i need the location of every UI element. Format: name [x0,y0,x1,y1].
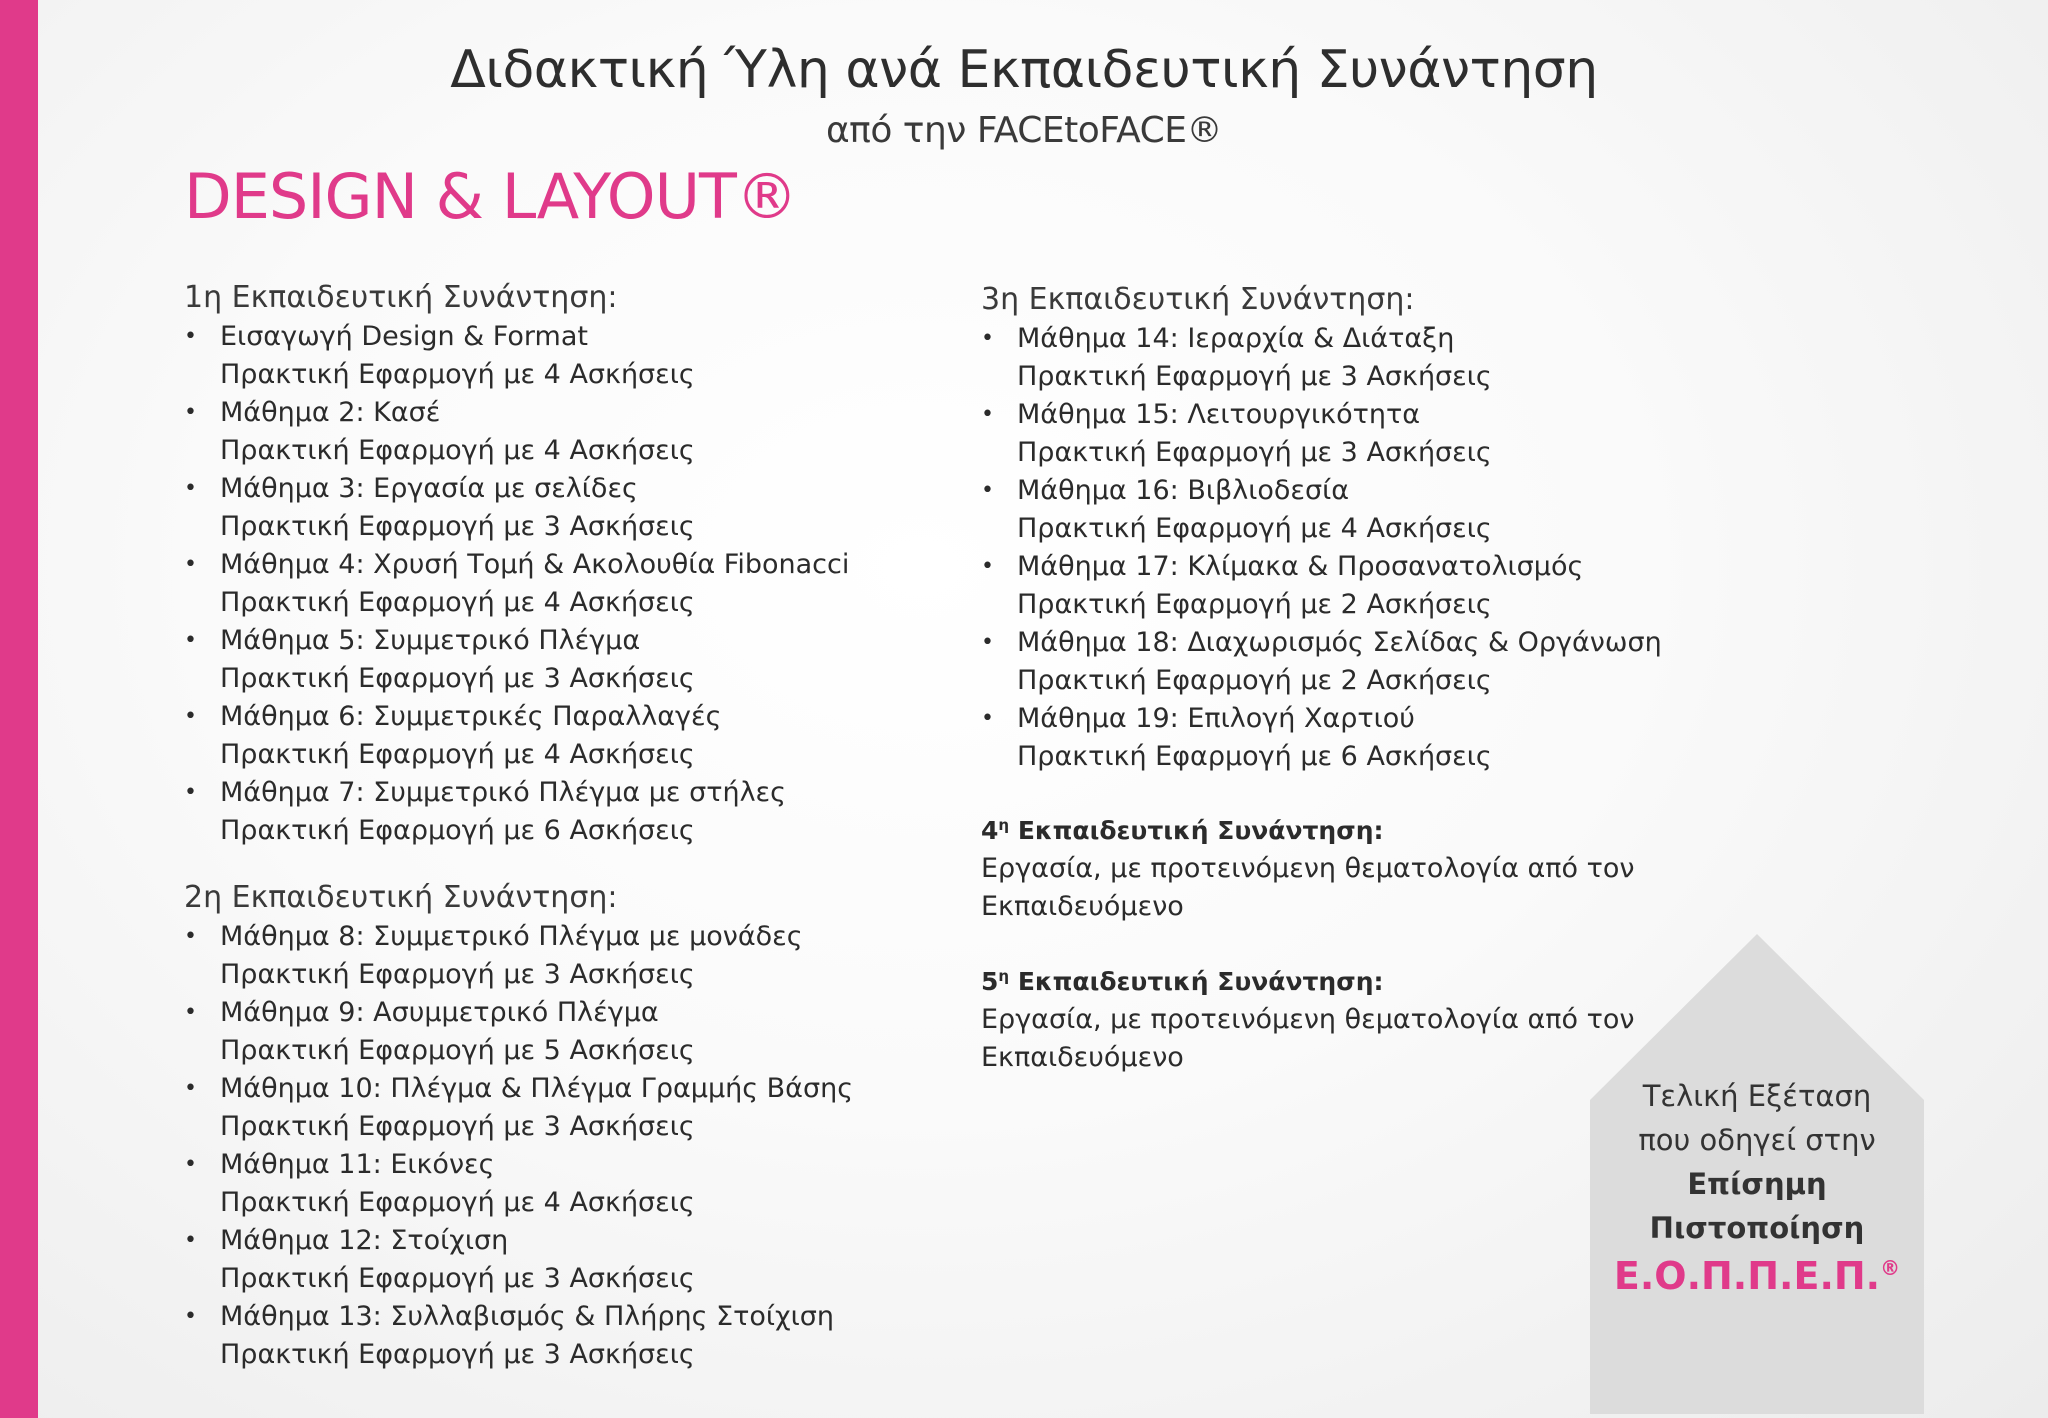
lesson-title: Μάθημα 5: Συμμετρικό Πλέγμα [220,625,641,656]
bullet-icon: • [981,706,994,731]
meeting-4-description-line2: Εκπαιδευόμενο [981,891,1184,922]
lesson-practice: Πρακτική Εφαρμογή με 3 Ασκήσεις [1017,437,1492,468]
lesson-title: Μάθημα 9: Ασυμμετρικό Πλέγμα [220,997,659,1028]
meeting-4-heading [981,812,1741,850]
bullet-icon: • [184,628,197,653]
meeting-5-description-line1: Εργασία, με προτεινόμενη θεματολογία από τον [981,1004,1635,1035]
lesson-title: Μάθημα 19: Επιλογή Χαρτιού [1017,703,1415,734]
meeting-4-number: 4 [981,816,999,845]
bullet-icon: • [184,324,197,349]
lesson-practice: Πρακτική Εφαρμογή με 4 Ασκήσεις [220,435,695,466]
bullet-icon: • [184,400,197,425]
bullet-icon: • [184,780,197,805]
lesson-title: Εισαγωγή Design & Format [220,321,588,352]
lesson-practice: Πρακτική Εφαρμογή με 6 Ασκήσεις [1017,741,1492,772]
lesson-title: Μάθημα 10: Πλέγμα & Πλέγμα Γραμμής Βάσης [220,1073,854,1104]
meeting-5-heading-text: Εκπαιδευτική Συνάντηση: [1017,967,1384,996]
list-item [184,1222,1004,1298]
lesson-practice: Πρακτική Εφαρμογή με 4 Ασκήσεις [1017,513,1492,544]
list-item [981,700,1741,776]
exam-line-1: Τελική Εξέταση [1642,1079,1872,1113]
lesson-practice: Πρακτική Εφαρμογή με 3 Ασκήσεις [220,1339,695,1370]
exam-line-2: που οδηγεί στην [1638,1123,1876,1157]
bullet-icon: • [184,552,197,577]
lesson-title: Μάθημα 17: Κλίμακα & Προσανατολισμός [1017,551,1584,582]
list-item [184,774,1004,850]
meeting-1-heading: 1η Εκπαιδευτική Συνάντηση: [184,280,618,315]
meeting-5-ordinal: η [998,967,1010,985]
list-item [184,698,1004,774]
certification-body [1590,1250,1924,1302]
lesson-practice: Πρακτική Εφαρμογή με 2 Ασκήσεις [1017,589,1492,620]
list-item [184,994,1004,1070]
exam-line-4: Πιστοποίηση [1649,1211,1865,1245]
lesson-title: Μάθημα 18: Διαχωρισμός Σελίδας & Οργάνωση [1017,627,1662,658]
lesson-title: Μάθημα 14: Ιεραρχία & Διάταξη [1017,323,1455,354]
meeting-4-heading-text: Εκπαιδευτική Συνάντηση: [1017,816,1384,845]
lesson-practice: Πρακτική Εφαρμογή με 3 Ασκήσεις [220,1111,695,1142]
meeting-4-ordinal: η [998,816,1010,834]
list-item [184,918,1004,994]
bullet-icon: • [981,630,994,655]
list-item [184,318,1004,394]
page-title: Διδακτική Ύλη ανά Εκπαιδευτική Συνάντηση [450,40,1598,100]
meeting-5-description-line2: Εκπαιδευόμενο [981,1042,1184,1073]
lesson-practice: Πρακτική Εφαρμογή με 3 Ασκήσεις [220,511,695,542]
bullet-icon: • [184,1076,197,1101]
pink-side-bar [0,0,38,1418]
list-item [184,1070,1004,1146]
lesson-practice: Πρακτική Εφαρμογή με 2 Ασκήσεις [1017,665,1492,696]
lesson-title: Μάθημα 7: Συμμετρικό Πλέγμα με στήλες [220,777,786,808]
course-brand-title: DESIGN & LAYOUT® [184,160,797,233]
list-item [981,320,1741,396]
bullet-icon: • [981,554,994,579]
bullet-icon: • [184,476,197,501]
lesson-practice: Πρακτική Εφαρμογή με 3 Ασκήσεις [220,1263,695,1294]
list-item [184,546,1004,622]
exam-line-3: Επίσημη [1687,1167,1827,1201]
certification-body-name: Ε.Ο.Π.Π.Ε.Π. [1613,1254,1881,1298]
bullet-icon: • [981,326,994,351]
meeting-2-heading: 2η Εκπαιδευτική Συνάντηση: [184,880,618,915]
list-item [981,472,1741,548]
bullet-icon: • [981,478,994,503]
bullet-icon: • [184,1152,197,1177]
meeting-2-lesson-list [184,918,1004,1374]
lesson-practice: Πρακτική Εφαρμογή με 4 Ασκήσεις [220,359,695,390]
lesson-title: Μάθημα 12: Στοίχιση [220,1225,509,1256]
lesson-title: Μάθημα 6: Συμμετρικές Παραλλαγές [220,701,722,732]
lesson-practice: Πρακτική Εφαρμογή με 6 Ασκήσεις [220,815,695,846]
lesson-title: Μάθημα 4: Χρυσή Τομή & Ακολουθία Fibonacci [220,549,850,580]
list-item [184,470,1004,546]
list-item [184,1146,1004,1222]
bullet-icon: • [184,1000,197,1025]
lesson-practice: Πρακτική Εφαρμογή με 3 Ασκήσεις [220,959,695,990]
final-exam-badge [1590,934,1924,1414]
list-item [184,1298,1004,1374]
lesson-practice: Πρακτική Εφαρμογή με 4 Ασκήσεις [220,587,695,618]
lesson-title: Μάθημα 3: Εργασία με σελίδες [220,473,638,504]
meeting-3-lesson-list [981,320,1741,776]
list-item [981,624,1741,700]
lesson-practice: Πρακτική Εφαρμογή με 3 Ασκήσεις [1017,361,1492,392]
bullet-icon: • [981,402,994,427]
meeting-5-number: 5 [981,967,999,996]
bullet-icon: • [184,1228,197,1253]
lesson-title: Μάθημα 11: Εικόνες [220,1149,495,1180]
list-item [184,622,1004,698]
bullet-icon: • [184,1304,197,1329]
lesson-title: Μάθημα 2: Κασέ [220,397,441,428]
lesson-title: Μάθημα 16: Βιβλιοδεσία [1017,475,1350,506]
list-item [981,396,1741,472]
list-item [981,548,1741,624]
lesson-title: Μάθημα 13: Συλλαβισμός & Πλήρης Στοίχιση [220,1301,834,1332]
meeting-1-lesson-list [184,318,1004,850]
lesson-practice: Πρακτική Εφαρμογή με 4 Ασκήσεις [220,739,695,770]
section-spacer [981,776,1741,812]
left-column [184,278,1004,1374]
bullet-icon: • [184,704,197,729]
meeting-4-description-line1: Εργασία, με προτεινόμενη θεματολογία από τον [981,853,1635,884]
section-spacer [184,850,1004,878]
lesson-title: Μάθημα 8: Συμμετρικό Πλέγμα με μονάδες [220,921,803,952]
lesson-title: Μάθημα 15: Λειτουργικότητα [1017,399,1421,430]
list-item [184,394,1004,470]
page-subtitle: από την FACEtoFACE® [825,110,1223,151]
registered-mark: ® [1880,1256,1901,1280]
lesson-practice: Πρακτική Εφαρμογή με 5 Ασκήσεις [220,1035,695,1066]
lesson-practice: Πρακτική Εφαρμογή με 4 Ασκήσεις [220,1187,695,1218]
bullet-icon: • [184,924,197,949]
lesson-practice: Πρακτική Εφαρμογή με 3 Ασκήσεις [220,663,695,694]
meeting-3-heading: 3η Εκπαιδευτική Συνάντηση: [981,282,1415,317]
exam-text [1590,1074,1924,1302]
